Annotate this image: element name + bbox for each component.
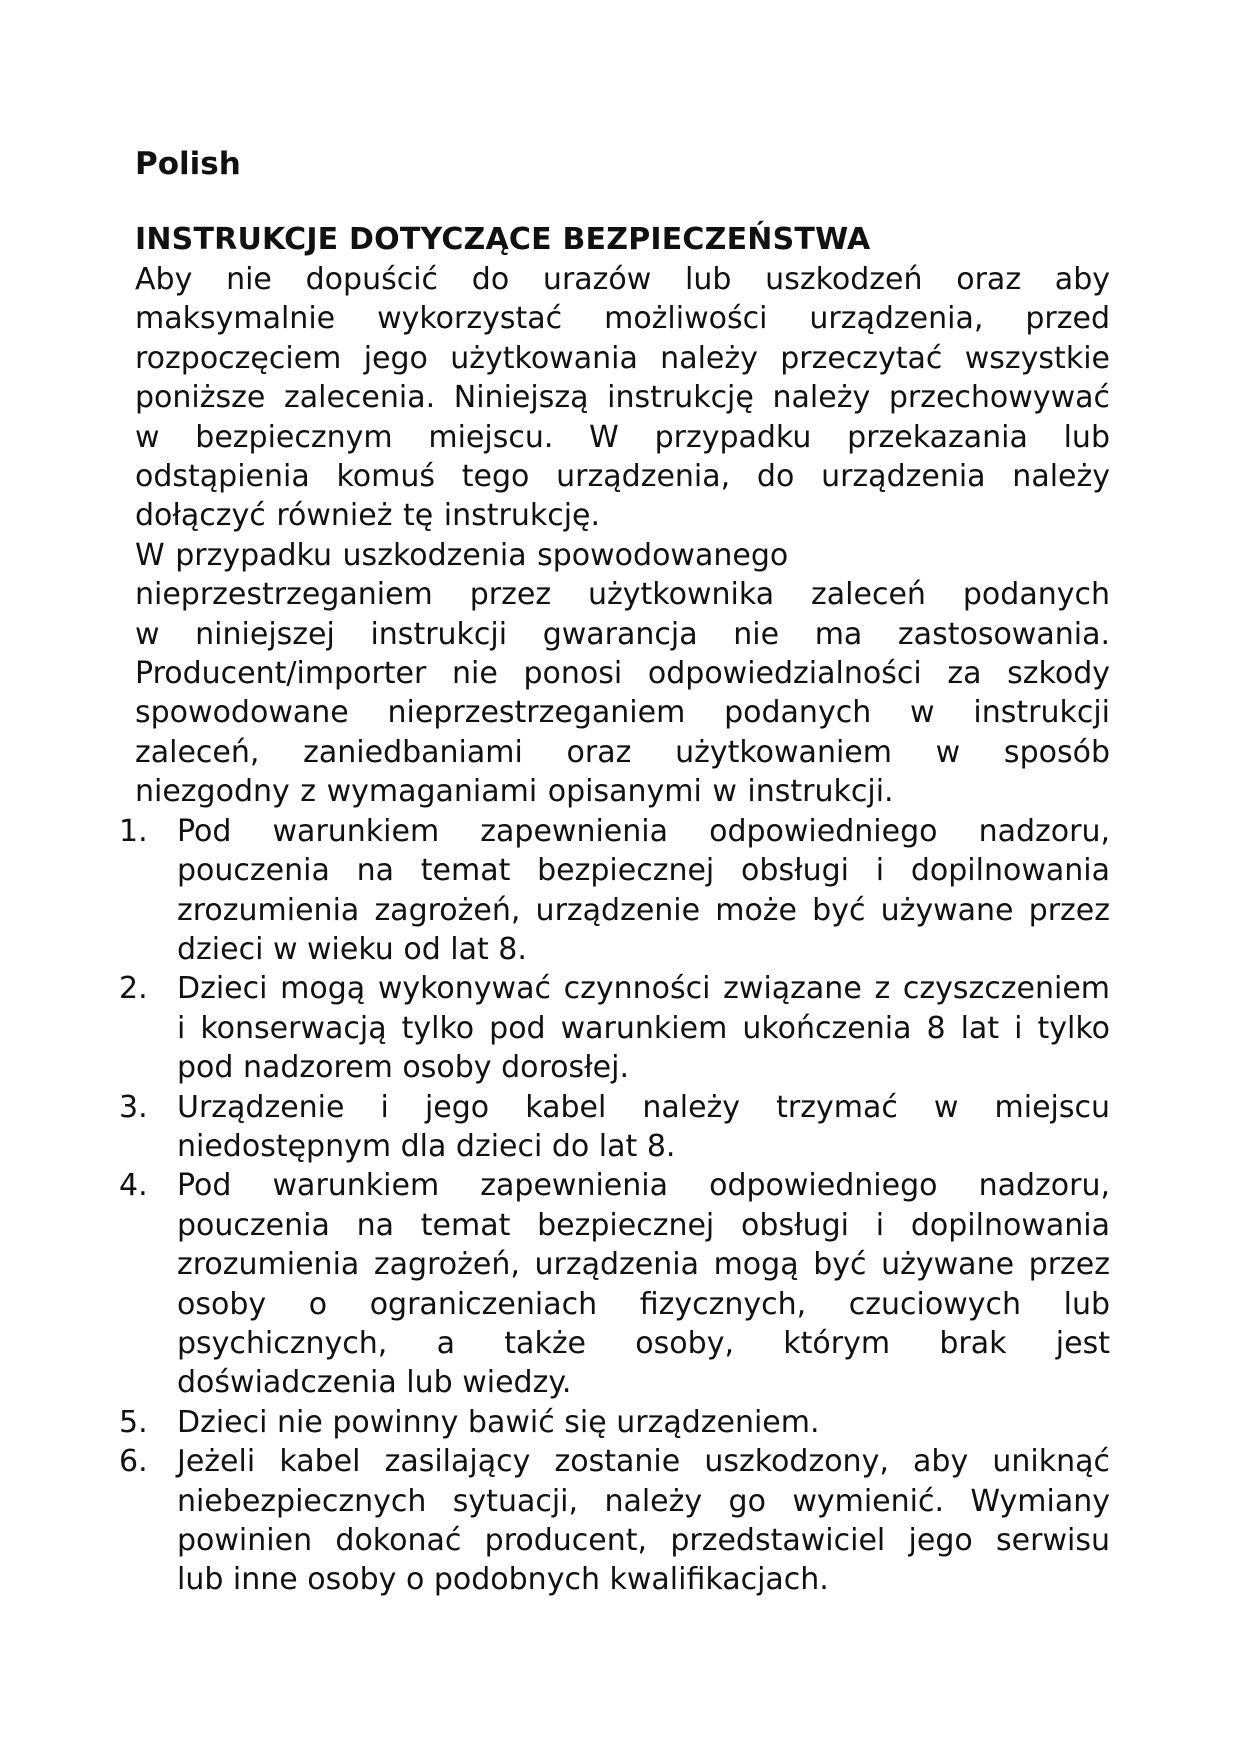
warranty-line: W przypadku uszkodzenia spowodowanego	[135, 537, 789, 573]
list-item-text	[177, 969, 1110, 1087]
list-item-line: lub inne osoby o podobnych kwalifikacjach.	[177, 1562, 829, 1598]
list-item-line: i konserwacją tylko pod warunkiem ukończenia 8 lat i tylko	[177, 1010, 1110, 1046]
warranty-line: nieprzestrzeganiem przez użytkownika zaleceń podanych	[135, 577, 1110, 613]
list-item-text	[177, 812, 1110, 970]
intro-line: maksymalnie wykorzystać możliwości urządzenia, przed	[135, 301, 1110, 337]
intro-line: poniższe zalecenia. Niniejszą instrukcję należy przechowywać	[135, 380, 1110, 416]
warranty-line: zaleceń, zaniedbaniami oraz użytkowaniem w sposób	[135, 734, 1110, 770]
list-item-line: psychicznych, a także osoby, którym brak jest	[177, 1325, 1110, 1361]
list-item-line: powinien dokonać producent, przedstawiciel jego serwisu	[177, 1523, 1110, 1558]
safety-rules-list	[119, 812, 1110, 1600]
list-item-line: pod nadzorem osoby dorosłej.	[177, 1050, 629, 1086]
list-item	[119, 1166, 1110, 1402]
list-item-line: niedostępnym dla dzieci do lat 8.	[177, 1128, 676, 1164]
intro-line: odstąpienia komuś tego urządzenia, do urządzenia należy	[135, 459, 1110, 495]
list-item-number: 1.	[119, 813, 148, 849]
list-item-line: dzieci w wieku od lat 8.	[177, 931, 527, 967]
list-item-line: Pod warunkiem zapewnienia odpowiedniego nadzoru,	[177, 1168, 1110, 1204]
warranty-line: niezgodny z wymaganiami opisanymi w instrukcji.	[135, 774, 894, 810]
language-label: Polish	[135, 146, 241, 182]
list-item-line: pouczenia na temat bezpiecznej obsługi i dopilnowania	[177, 853, 1110, 889]
intro-line: dołączyć również tę instrukcję.	[135, 498, 601, 534]
list-item-line: osoby o ograniczeniach fizycznych, czuciowych lub	[177, 1286, 1110, 1322]
list-item-text	[177, 1442, 1110, 1600]
list-item-line: Pod warunkiem zapewnienia odpowiedniego nadzoru,	[177, 813, 1110, 849]
list-item-line: doświadczenia lub wiedzy.	[177, 1365, 572, 1401]
warranty-line: Producent/importer nie ponosi odpowiedzialności za szkody	[135, 656, 1110, 692]
list-item-text	[177, 1166, 1110, 1402]
list-item-number: 5.	[119, 1404, 148, 1440]
section-title: INSTRUKCJE DOTYCZĄCE BEZPIECZEŃSTWA	[135, 222, 871, 257]
intro-paragraph	[135, 260, 1110, 536]
warranty-line: w niniejszej instrukcji gwarancja nie ma zastosowania.	[135, 616, 1110, 652]
list-item-text	[177, 1088, 1110, 1167]
list-item-line: pouczenia na temat bezpiecznej obsługi i dopilnowania	[177, 1207, 1110, 1243]
list-item-text	[177, 1403, 1110, 1442]
list-item-line: zrozumienia zagrożeń, urządzenia mogą być używane przez	[177, 1247, 1110, 1283]
list-item	[119, 1403, 1110, 1442]
intro-line: Aby nie dopuścić do urazów lub uszkodzeń oraz aby	[135, 262, 1110, 297]
list-item-line: Urządzenie i jego kabel należy trzymać w miejscu	[177, 1089, 1110, 1125]
list-item	[119, 1442, 1110, 1600]
list-item	[119, 969, 1110, 1087]
list-item-line: Dzieci nie powinny bawić się urządzeniem.	[177, 1404, 820, 1440]
list-item	[119, 812, 1110, 970]
list-item-line: Jeżeli kabel zasilający zostanie uszkodzony, aby uniknąć	[177, 1444, 1110, 1480]
list-item	[119, 1088, 1110, 1167]
intro-line: w bezpiecznym miejscu. W przypadku przekazania lub	[135, 419, 1110, 455]
list-item-number: 6.	[119, 1444, 148, 1480]
document-page	[119, 142, 1110, 1600]
list-item-number: 2.	[119, 971, 148, 1007]
list-item-line: zrozumienia zagrożeń, urządzenie może być używane przez	[177, 892, 1110, 928]
list-item-line: Dzieci mogą wykonywać czynności związane z czyszczeniem	[177, 971, 1110, 1007]
list-item-number: 4.	[119, 1168, 148, 1204]
warranty-line: spowodowane nieprzestrzeganiem podanych w instrukcji	[135, 695, 1110, 731]
list-item-number: 3.	[119, 1089, 148, 1125]
list-item-line: niebezpiecznych sytuacji, należy go wymienić. Wymiany	[177, 1483, 1110, 1519]
intro-line: rozpoczęciem jego użytkowania należy przeczytać wszystkie	[135, 340, 1110, 376]
warranty-paragraph	[135, 536, 1110, 812]
